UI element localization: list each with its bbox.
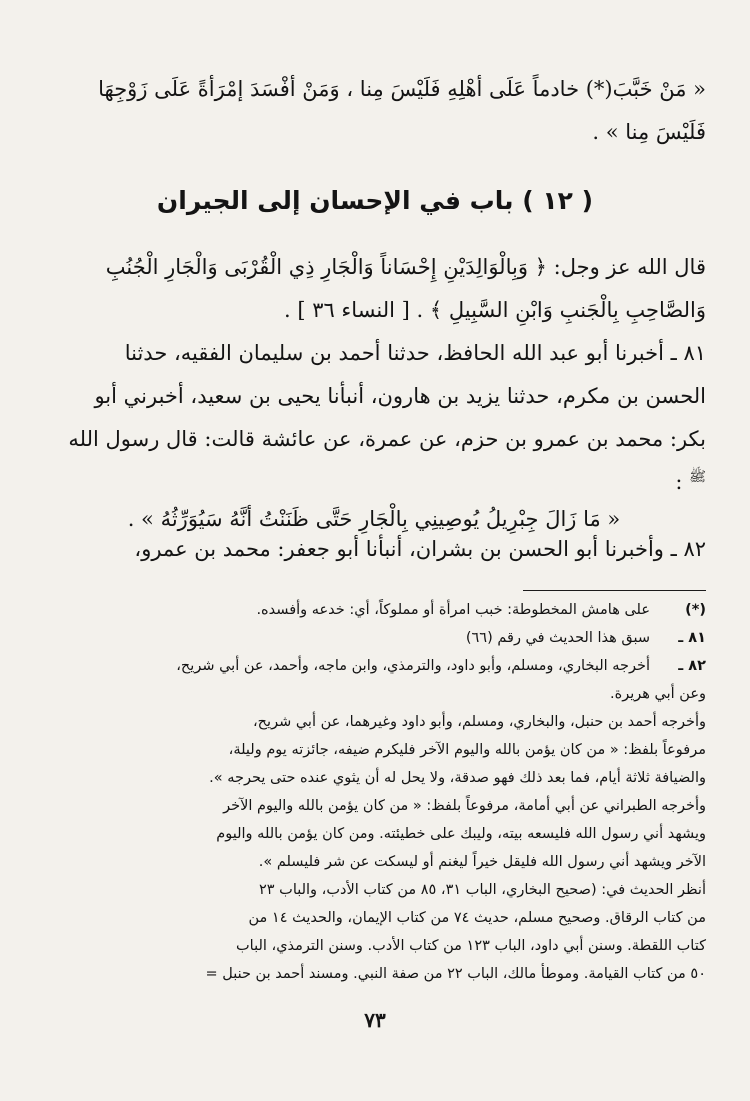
hadith-81-colon: :: [675, 470, 683, 494]
top-hadith: [42, 68, 706, 154]
hadith-81: [42, 332, 706, 541]
footnote: [42, 652, 706, 680]
footnote-divider: [523, 590, 706, 591]
footnote-continuation: والضيافة ثلاثة أيام، فما بعد ذلك فهو صدقة، ولا يحل له أن يثوي عنده حتى يحرجه ».: [209, 770, 706, 786]
hadith-81-line: [42, 461, 706, 498]
salutation-glyph: ﷺ: [689, 469, 706, 485]
footnote-continuation: من كتاب الرقاق. وصحيح مسلم، حديث ٧٤ من كتاب الإيمان، والحديث ١٤ من: [248, 910, 706, 926]
footnote-continuation: وأخرجه أحمد بن حنبل، والبخاري، ومسلم، وأبو داود وغيرهما، عن أبي شريح،: [253, 714, 706, 730]
hadith-82-line: ٨٢ ـ وأخبرنا أبو الحسن بن بشران، أنبأنا أبو جعفر: محمد بن عمرو،: [134, 537, 706, 561]
quran-intro-line: وَالصَّاحِبِ بِالْجَنبِ وَابْنِ السَّبِيلِ ﴾ . [ النساء ٣٦ ] .: [283, 298, 706, 322]
footnote-text: سبق هذا الحديث في رقم (٦٦): [465, 630, 650, 646]
top-hadith-line: « مَنْ خَبَّبَ(*) خادماً عَلَى أهْلِهِ فَلَيْسَ مِنا ، وَمَنْ أفْسَدَ إمْرَأةً عَلَى زَوْجِهَا: [98, 77, 706, 101]
footnote-continuation: ويشهد أني رسول الله فليسعه بيته، وليبك على خطيئته. ومن كان يؤمن بالله واليوم: [216, 826, 706, 842]
footnote-text: أخرجه البخاري، ومسلم، وأبو داود، والترمذي، وابن ماجه، وأحمد، عن أبي شريح،: [176, 658, 650, 674]
hadith-81-line: بكر: محمد بن عمرو بن حزم، عن عمرة، عن عائشة قالت: قال رسول الله: [68, 427, 706, 451]
footnotes: [42, 596, 706, 988]
footnote-continuation: ٥٠ من كتاب القيامة. وموطأ مالك، الباب ٢٢ من صفة النبي. ومسند أحمد بن حنبل =: [205, 966, 706, 982]
quran-intro: [42, 246, 706, 332]
footnote-mark: (*): [685, 602, 706, 618]
footnote-continuation: كتاب اللقطة. وسنن أبي داود، الباب ١٢٣ من كتاب الأدب. وسنن الترمذي، الباب: [236, 938, 706, 954]
quran-intro-line: قال الله عز وجل: ﴿ وَبِالْوَالِدَيْنِ إِحْسَاناً وَالْجَارِ ذِي الْقُرْبَى وَالْجَارِ الْجُنُبِ: [105, 255, 706, 279]
footnote: [42, 624, 706, 652]
hadith-81-line: الحسن بن مكرم، حدثنا يزيد بن هارون، أنبأنا يحيى بن سعيد، أخبرني أبو: [94, 384, 706, 408]
footnote-continuation: وأخرجه الطبراني عن أبي أمامة، مرفوعاً بلفظ: « من كان يؤمن بالله واليوم الآخر: [223, 798, 706, 814]
page-number: ٧٣: [364, 1008, 386, 1032]
top-hadith-line: فَلَيْسَ مِنا » .: [592, 120, 706, 144]
footnote-mark: ٨٢ ـ: [678, 658, 706, 674]
hadith-81-line: ٨١ ـ أخبرنا أبو عبد الله الحافظ، حدثنا أحمد بن سليمان الفقيه، حدثنا: [124, 341, 706, 365]
hadith-81-quote: « مَا زَالَ جِبْرِيلُ يُوصِينِي بِالْجَارِ حَتَّى ظَنَنْتُ أنَّهُ سَيُوَرِّثُهُ » .: [127, 507, 621, 531]
footnote-continuation: أنظر الحديث في: (صحيح البخاري، الباب ٣١، ٨٥ من كتاب الأدب، والباب ٢٣: [258, 882, 706, 898]
chapter-heading: ( ١٢ ) باب في الإحسان إلى الجيران: [156, 186, 594, 215]
footnote-continuation: مرفوعاً بلفظ: « من كان يؤمن بالله واليوم الآخر فليكرم ضيفه، جائزته يوم وليلة،: [228, 742, 706, 758]
footnote: [42, 596, 706, 624]
footnote-continuation: الآخر ويشهد أني رسول الله فليقل خيراً ليغنم أو ليسكت عن شر فليسلم ».: [258, 854, 706, 870]
hadith-82: [42, 528, 706, 571]
footnote-text: على هامش المخطوطة: خبب امرأة أو مملوكاً، أي: خدعه وأفسده.: [256, 602, 650, 618]
footnote-mark: ٨١ ـ: [678, 630, 706, 646]
footnote-continuation: وعن أبي هريرة.: [610, 686, 706, 702]
